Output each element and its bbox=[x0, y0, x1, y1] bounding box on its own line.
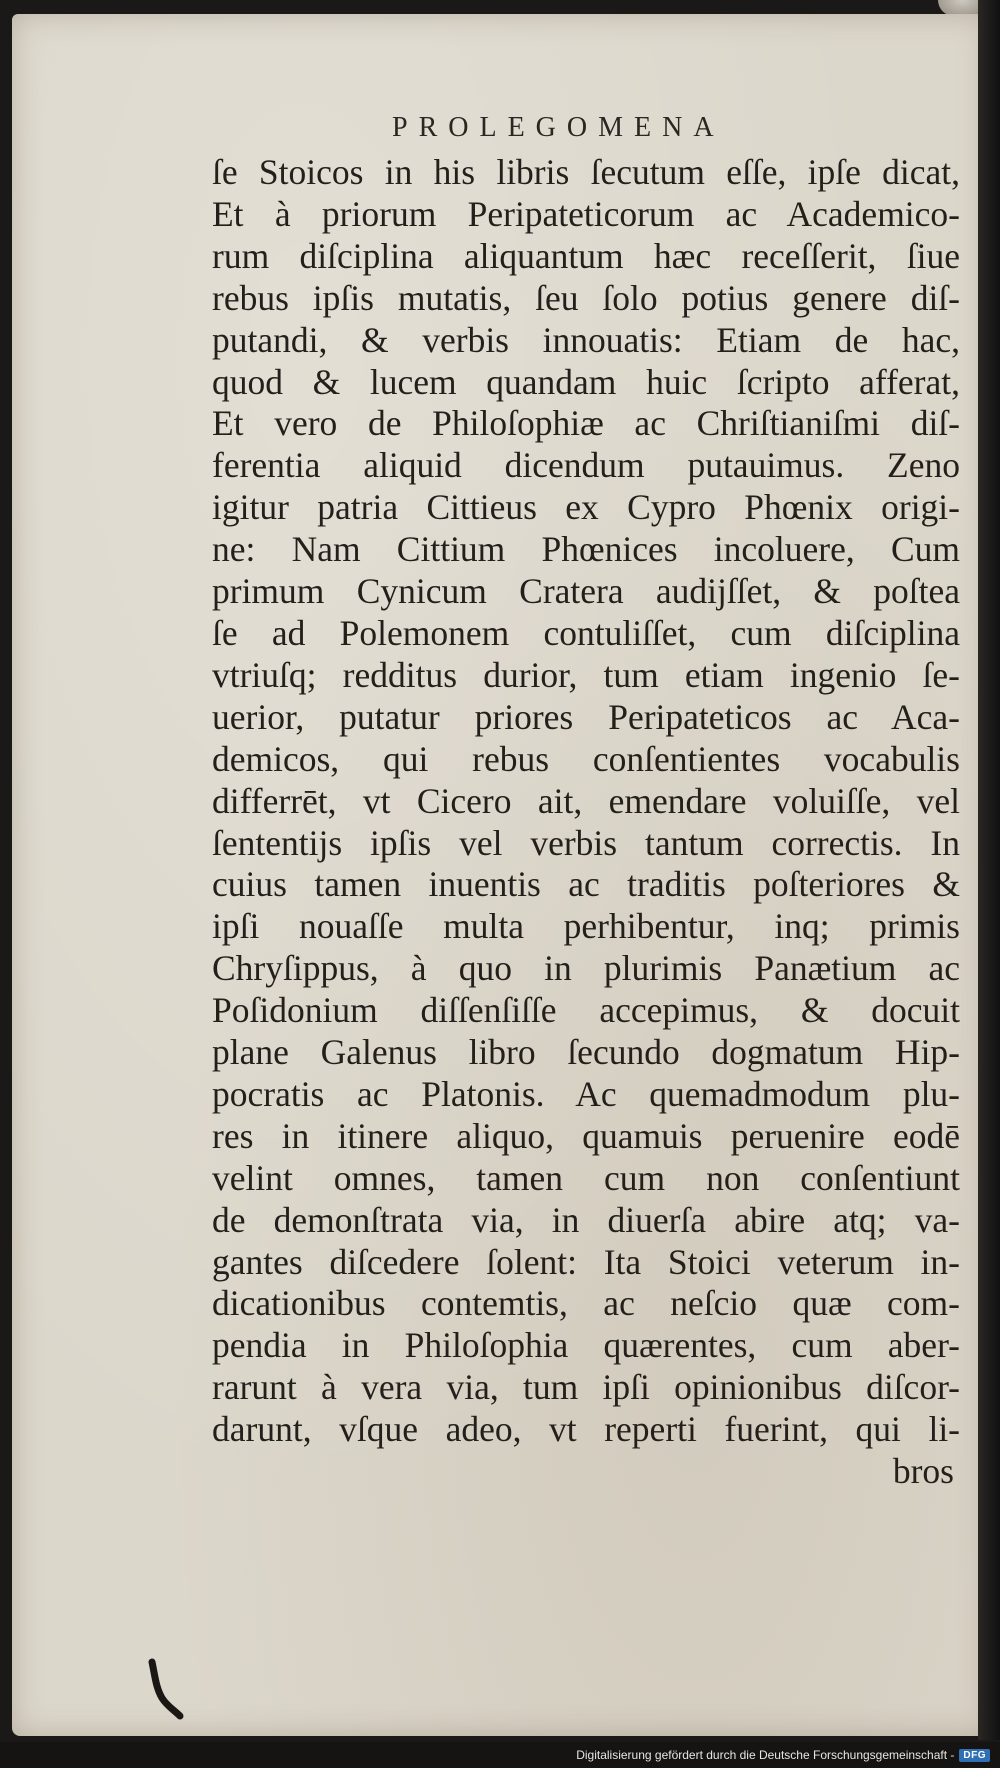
text-line: igitur patria Cittieus ex Cypro Phœnix origi- bbox=[212, 487, 960, 528]
text-line: ferentia aliquid dicendum putauimus. Zeno bbox=[212, 445, 960, 486]
text-line: pocratis ac Platonis. Ac quemadmodum plu- bbox=[212, 1073, 960, 1114]
footer-bar bbox=[0, 1742, 1000, 1768]
text-line: ne: Nam Cittium Phœnices incoluere, Cum bbox=[212, 529, 960, 570]
dfg-logo: DFG bbox=[959, 1749, 990, 1762]
text-line: putandi, & verbis innouatis: Etiam de hac, bbox=[212, 319, 960, 360]
text-line: Et à priorum Peripateticorum ac Academico- bbox=[212, 193, 960, 234]
text-line: Poſidonium diſſenſiſſe accepimus, & docuit bbox=[212, 990, 960, 1031]
text-line: rarunt à vera via, tum ipſi opinionibus diſcor- bbox=[212, 1367, 960, 1408]
text-line: dicationibus contemtis, ac neſcio quæ com- bbox=[212, 1283, 960, 1324]
text-line: ſententijs ipſis vel verbis tantum correctis. In bbox=[212, 822, 960, 863]
body-text bbox=[212, 152, 960, 1451]
text-line: Et vero de Philoſophiæ ac Chriſtianiſmi diſ- bbox=[212, 403, 960, 444]
ink-mark-icon bbox=[146, 1658, 186, 1720]
text-line: ipſi nouaſſe multa perhibentur, inq; primis bbox=[212, 906, 960, 947]
book-edge bbox=[978, 0, 1000, 1740]
text-line: ſe Stoicos in his libris ſecutum eſſe, ipſe dicat, bbox=[212, 152, 960, 192]
text-line: gantes diſcedere ſolent: Ita Stoici veterum in- bbox=[212, 1241, 960, 1282]
text-line: cuius tamen inuentis ac traditis poſteriores & bbox=[212, 864, 960, 905]
text-line: pendia in Philoſophia quærentes, cum aber- bbox=[212, 1325, 960, 1366]
text-line: rum diſciplina aliquantum hæc receſſerit, ſiue bbox=[212, 235, 960, 276]
running-head: PROLEGOMENA bbox=[392, 112, 725, 143]
catchword: bros bbox=[892, 1451, 954, 1491]
text-line: differrēt, vt Cicero ait, emendare voluiſſe, vel bbox=[212, 780, 960, 821]
text-line: rebus ipſis mutatis, ſeu ſolo potius genere diſ- bbox=[212, 277, 960, 318]
text-line: Chryſippus, à quo in plurimis Panætium ac bbox=[212, 948, 960, 989]
text-line: uerior, putatur priores Peripateticos ac Aca- bbox=[212, 696, 960, 737]
text-line: demicos, qui rebus conſentientes vocabulis bbox=[212, 738, 960, 779]
text-line: quod & lucem quandam huic ſcripto afferat, bbox=[212, 361, 960, 402]
text-line: res in itinere aliquo, quamuis peruenire eodē bbox=[212, 1115, 960, 1156]
footer-credit: Digitalisierung gefördert durch die Deutsche Forschungsgemeinschaft - bbox=[576, 1748, 955, 1762]
text-line: primum Cynicum Cratera audijſſet, & poſtea bbox=[212, 571, 960, 612]
text-line: darunt, vſque adeo, vt reperti fuerint, qui li- bbox=[212, 1409, 960, 1450]
text-line: de demonſtrata via, in diuerſa abire atq; va- bbox=[212, 1199, 960, 1240]
text-line: plane Galenus libro ſecundo dogmatum Hip- bbox=[212, 1032, 960, 1073]
text-line: velint omnes, tamen cum non conſentiunt bbox=[212, 1157, 960, 1198]
text-line: vtriuſq; redditus durior, tum etiam ingenio ſe- bbox=[212, 654, 960, 695]
text-line: ſe ad Polemonem contuliſſet, cum diſciplina bbox=[212, 612, 960, 653]
